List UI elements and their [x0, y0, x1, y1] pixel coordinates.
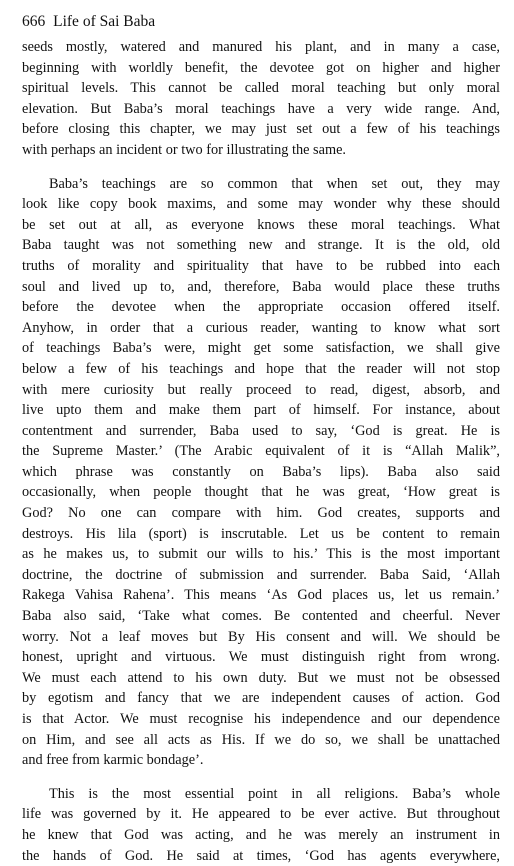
text-line: with perhaps an incident or two for illustrating the same.: [22, 141, 346, 158]
text-line: Baba taught was not something new and strange. It is the old, old: [22, 237, 500, 254]
body-text: [22, 37, 500, 866]
page-number: 666: [22, 13, 46, 30]
text-line: Baba’s teachings are so common that when set out, they may: [49, 175, 500, 192]
paragraph-gap: [22, 161, 500, 174]
text-line: elevation. But Baba’s moral teachings have a very wide range. And,: [22, 100, 500, 117]
text-line: destroys. His lila (sport) is inscrutable. Let us be content to remain: [22, 525, 500, 542]
text-line: worry. Not a leaf moves but By His consent and will. We should be: [22, 628, 500, 645]
text-line: spiritual levels. This cannot be called moral teaching but only moral: [22, 80, 500, 97]
text-line: with mere curiosity but really proceed to read, digest, absorb, and: [22, 381, 500, 398]
text-line: doctrine, the doctrine of submission and surrender. Baba Said, ‘Allah: [22, 566, 500, 583]
text-line: before closing this chapter, we may just set out a few of his teachings: [22, 121, 500, 138]
text-line: soul and lived up to, and, therefore, Baba would place these truths: [22, 278, 500, 295]
text-line: life was governed by it. He appeared to be ever active. But throughout: [22, 806, 500, 823]
text-line: God? No one can compare with him. God creates, supports and: [22, 505, 500, 522]
text-line: seeds mostly, watered and manured his plant, and in many a case,: [22, 39, 500, 55]
text-line: as he makes us, to submit our wills to his.’ This is the most important: [22, 546, 500, 563]
text-line: honest, upright and virtuous. We must distinguish right from wrong.: [22, 649, 500, 666]
text-line: Anyhow, in order that a curious reader, wanting to know what sort: [22, 319, 500, 336]
text-line: and free from karmic bondage’.: [22, 752, 204, 769]
paragraph: [22, 784, 500, 866]
text-line: Rakega Vahisa Rahena’. This means ‘As God places us, let us remain.’: [22, 587, 500, 604]
text-line: beginning with worldly benefit, the devotee got on higher and higher: [22, 59, 500, 76]
text-line: which phrase was constantly on Baba’s lips). Baba also said: [22, 463, 500, 480]
text-line: by egotism and fancy that we are independent causes of action. God: [22, 690, 500, 707]
text-line: before the devotee when the appropriate occasion offered itself.: [22, 299, 500, 316]
text-line: This is the most essential point in all religions. Baba’s whole: [49, 785, 500, 802]
text-line: the hands of God. He said at times, ‘God has agents everywhere,: [22, 847, 500, 864]
text-line: is that Actor. We must recognise his independence and our dependence: [22, 711, 500, 727]
text-line: on Him, and see all acts as His. If we do so, we shall be unattached: [22, 731, 500, 748]
text-line: contentment and surrender, Baba used to say, ‘God is great. He is: [22, 422, 500, 439]
text-line: occasionally, when people thought that he was great, ‘How great is: [22, 484, 500, 501]
text-line: live upto them and make them part of himself. For instance, about: [22, 402, 500, 419]
running-header: [22, 12, 500, 32]
paragraph: [22, 37, 500, 161]
text-line: Baba also said, ‘Take what comes. Be contented and cheerful. Never: [22, 608, 500, 625]
text-line: of teachings Baba’s were, might get some satisfaction, we shall give: [22, 340, 500, 357]
text-line: We must each attend to his own duty. But we must not be obsessed: [22, 669, 500, 686]
text-line: be set out at all, as everyone knows these moral teachings. What: [22, 216, 500, 233]
text-line: below a few of his teachings and hope that the reader will not stop: [22, 360, 500, 377]
text-line: truths of morality and spirituality that have to be rubbed into each: [22, 257, 500, 274]
text-line: look like copy book maxims, and some may wonder why these should: [22, 196, 500, 213]
text-line: the Supreme Master.’ (The Arabic equivalent of it is “Allah Malik”,: [22, 443, 500, 460]
running-title: Life of Sai Baba: [53, 13, 156, 30]
book-page: [22, 12, 500, 866]
text-line: he knew that God was acting, and he was merely an instrument in: [22, 826, 500, 843]
paragraph-gap: [22, 771, 500, 784]
paragraph: [22, 174, 500, 771]
